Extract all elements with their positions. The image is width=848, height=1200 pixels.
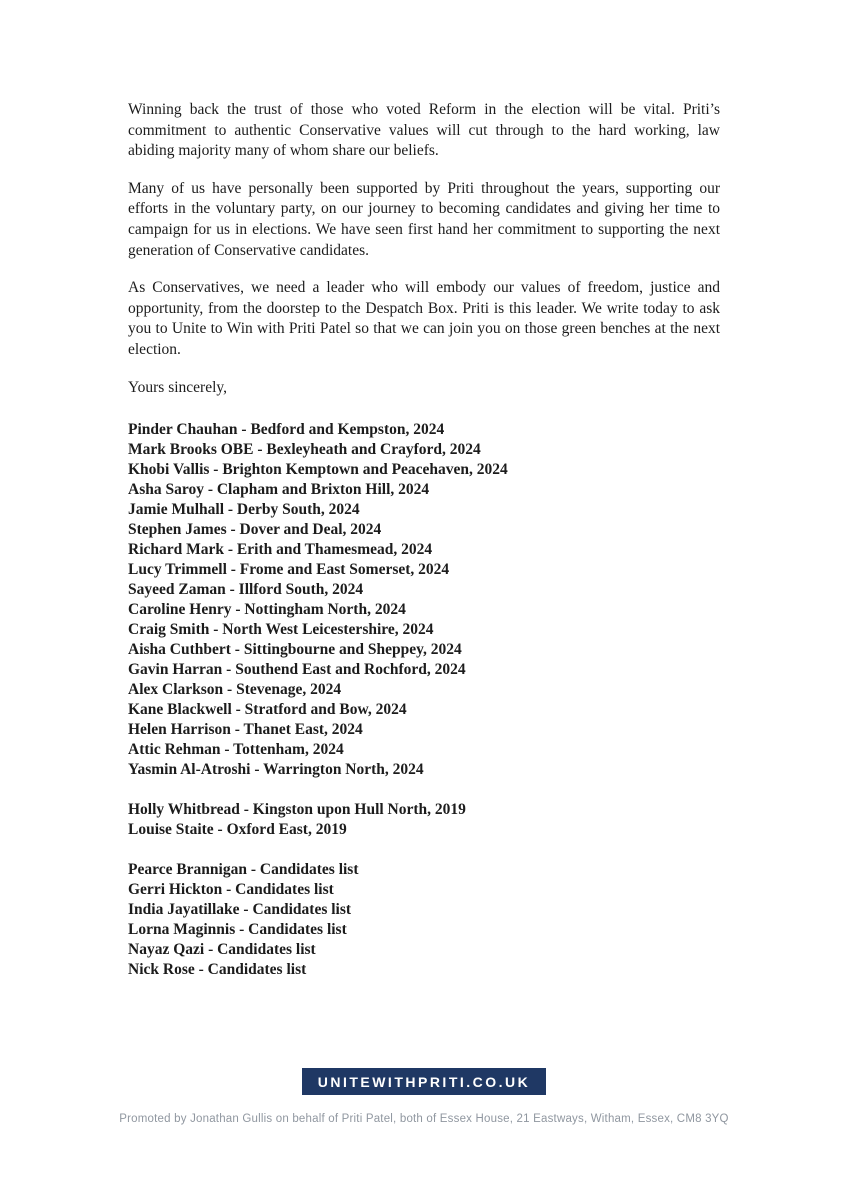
website-text: UNITEWITHPRITI.CO.UK [317, 1074, 531, 1090]
signatory-line: Gavin Harran - Southend East and Rochford, 2024 [128, 661, 466, 679]
signatory-line: Aisha Cuthbert - Sittingbourne and Sheppey, 2024 [128, 641, 462, 659]
signatory-line: Pinder Chauhan - Bedford and Kempston, 2024 [128, 421, 445, 439]
letter-content [128, 100, 720, 1000]
signatory-line: Louise Staite - Oxford East, 2019 [128, 821, 347, 839]
signatory-line: Helen Harrison - Thanet East, 2024 [128, 721, 363, 739]
signatory-line: Richard Mark - Erith and Thamesmead, 2024 [128, 541, 433, 559]
signatory-line: Mark Brooks OBE - Bexleyheath and Crayford, 2024 [128, 441, 481, 459]
signatory-line: Stephen James - Dover and Deal, 2024 [128, 521, 382, 539]
signatory-line: Alex Clarkson - Stevenage, 2024 [128, 681, 342, 699]
letter-body [128, 100, 720, 361]
signatory-line: Nick Rose - Candidates list [128, 961, 307, 979]
website-badge [302, 1068, 547, 1095]
signatory-line: Lucy Trimmell - Frome and East Somerset, 2024 [128, 561, 450, 579]
signatory-line: Asha Saroy - Clapham and Brixton Hill, 2024 [128, 481, 430, 499]
signatory-line: Jamie Mulhall - Derby South, 2024 [128, 501, 360, 519]
signatory-line: Khobi Vallis - Brighton Kemptown and Peacehaven, 2024 [128, 461, 508, 479]
letter-paragraph: Winning back the trust of those who voted Reform in the election will be vital. Priti’s commitment to authentic Conservative values will cut through to the hard working, law abiding majority many of whom share our beliefs. [128, 101, 720, 160]
signatory-line: Gerri Hickton - Candidates list [128, 881, 334, 899]
signatory-line: Nayaz Qazi - Candidates list [128, 941, 316, 959]
signatory-line: Yasmin Al-Atroshi - Warrington North, 2024 [128, 761, 424, 779]
page-footer [0, 1068, 848, 1125]
signatory-line: Pearce Brannigan - Candidates list [128, 861, 359, 879]
signatories-2019 [128, 800, 720, 840]
closing-line: Yours sincerely, [128, 378, 228, 396]
signatories-candidates [128, 860, 720, 980]
signatories-2024 [128, 420, 720, 780]
signatory-line: Kane Blackwell - Stratford and Bow, 2024 [128, 701, 407, 719]
signatory-line: Holly Whitbread - Kingston upon Hull North, 2019 [128, 801, 466, 819]
signatory-line: Lorna Maginnis - Candidates list [128, 921, 347, 939]
signatory-line: India Jayatillake - Candidates list [128, 901, 352, 919]
signatory-line: Sayeed Zaman - Illford South, 2024 [128, 581, 364, 599]
signatory-line: Craig Smith - North West Leicestershire, 2024 [128, 621, 434, 639]
signatory-line: Caroline Henry - Nottingham North, 2024 [128, 601, 406, 619]
signatory-line: Attic Rehman - Tottenham, 2024 [128, 741, 344, 759]
promoted-by-line: Promoted by Jonathan Gullis on behalf of Priti Patel, both of Essex House, 21 Eastways, Witham, Essex, CM8 3YQ [119, 1113, 729, 1125]
letter-paragraph: As Conservatives, we need a leader who will embody our values of freedom, justice and opportunity, from the doorstep to the Despatch Box. Priti is this leader. We write today to ask you to Unite to Win with Priti Patel so that we can join you on those green benches at the next election. [128, 279, 720, 359]
letter-paragraph: Many of us have personally been supported by Priti throughout the years, supporting our efforts in the voluntary party, on our journey to becoming candidates and giving her time to campaign for us in elections. We have seen first hand her commitment to supporting the next generation of Conservative candidates. [128, 179, 720, 259]
